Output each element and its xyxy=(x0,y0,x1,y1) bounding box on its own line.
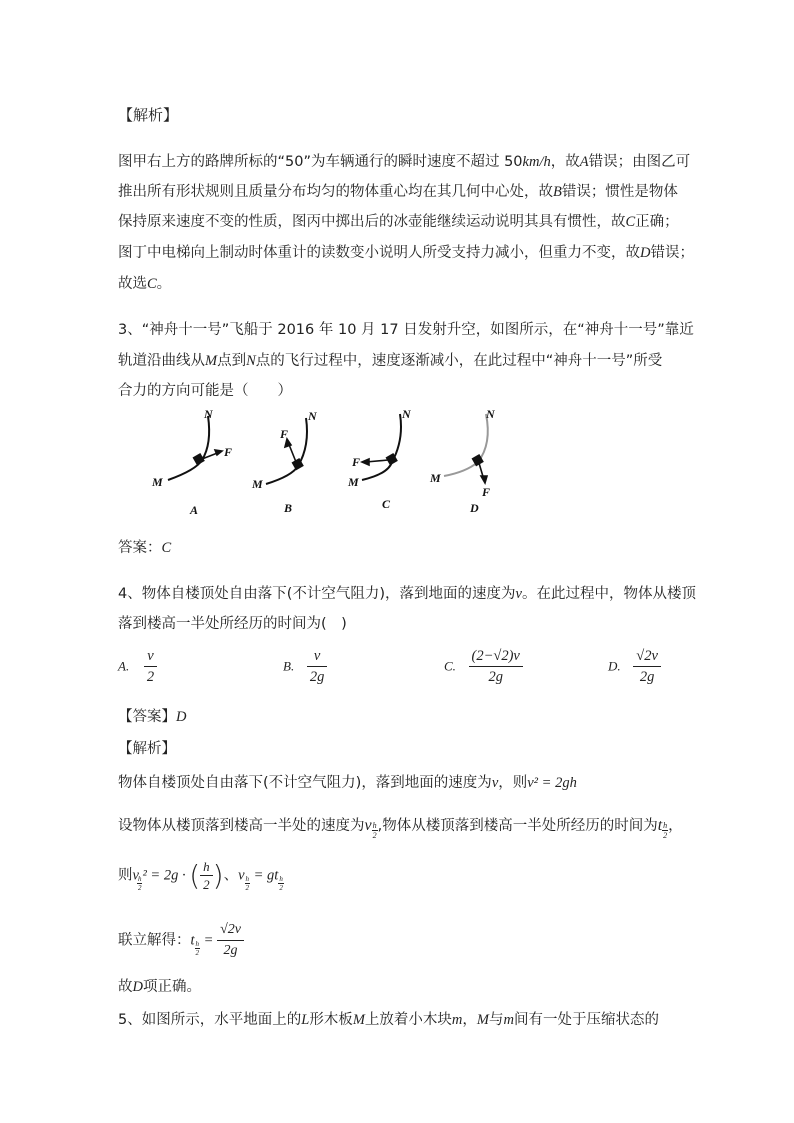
analysis-heading-1: 【解析】 xyxy=(118,106,179,124)
q4-step-3: 则v $\frac{h}{2}$ ² = 2g · ( $\frac{h}{2}$ )、v $\frac{h}{2}$ = gt $\frac{h}{2}$ xyxy=(118,859,283,892)
fig-a-m-label: M xyxy=(152,475,163,489)
fig-c-f-label: F xyxy=(352,455,361,469)
q4-option-d[interactable]: D. $\frac{√2v}{2g}$ xyxy=(608,646,661,687)
q4-step-2: 设物体从楼顶落到楼高一半处的速度为v $\frac{h}{2}$ ,物体从楼顶落到楼高一半处所经历的时间为t $\frac{h}{2}$ ， xyxy=(118,817,683,840)
q4-option-b[interactable]: B. $\frac{v}{2g}$ xyxy=(283,646,327,687)
q4-analysis-heading: 【解析】 xyxy=(118,741,176,757)
analysis-paragraph-line-5: 故选C。 xyxy=(118,276,172,292)
q4-line-2: 落到楼高一半处所经历的时间为( ) xyxy=(118,616,347,632)
q3-line-1: 3、“神舟十一号”飞船于 2016 年 10 月 17 日发射升空，如图所示，在“神舟十一号”靠近 xyxy=(118,322,694,338)
analysis-paragraph-line-4: 图丁中电梯向上制动时体重计的读数变小说明人所受支持力减小，但重力不变，故D错误； xyxy=(118,245,694,261)
fig-b-label: B xyxy=(284,501,293,515)
fig-d-m-label: M xyxy=(430,471,441,485)
fig-c-curve xyxy=(362,414,401,480)
fig-d-f-label: F xyxy=(482,485,491,499)
fig-a-curve xyxy=(168,416,209,480)
q3-force-diagrams xyxy=(140,404,500,524)
fig-b-m-label: M xyxy=(252,477,263,491)
fig-d-n-label: N xyxy=(486,407,495,421)
analysis-paragraph-line-2: 推出所有形状规则且质量分布均匀的物体重心均在其几何中心处，故B错误；惯性是物体 xyxy=(118,184,678,200)
fig-c-m-label: M xyxy=(348,475,359,489)
q4-step-5: 故D项正确。 xyxy=(118,979,201,995)
q4-option-a[interactable]: A. $\frac{v}{2}$ xyxy=(118,646,157,687)
analysis-paragraph-line-3: 保持原来速度不变的性质，图丙中掷出后的冰壶能继续运动说明其具有惯性，故C正确； xyxy=(118,214,679,230)
q4-answer: 【答案】D xyxy=(118,709,187,725)
fig-b-n-label: N xyxy=(308,409,317,423)
fig-b-f-label: F xyxy=(280,427,289,441)
q4-line-1: 4、物体自楼顶处自由落下(不计空气阻力)，落到地面的速度为v。在此过程中，物体从楼顶 xyxy=(118,586,696,602)
fig-a-n-label: N xyxy=(204,407,213,421)
fig-a-label: A xyxy=(190,503,199,517)
q5-line-1: 5、如图所示，水平地面上的L形木板M上放着小木块m，M与m间有一处于压缩状态的 xyxy=(118,1012,659,1028)
q3-line-2: 轨道沿曲线从M点到N点的飞行过程中，速度逐渐减小，在此过程中“神舟十一号”所受 xyxy=(118,353,663,369)
q3-answer: 答案：C xyxy=(118,540,172,556)
analysis-paragraph-line-1: 图甲右上方的路牌所标的“50”为车辆通行的瞬时速度不超过 50km/h，故A错误；由图乙可 xyxy=(118,154,691,170)
fig-c-n-label: N xyxy=(402,407,411,421)
fig-a-f-label: F xyxy=(224,445,233,459)
fig-c-label: C xyxy=(382,497,391,511)
q4-option-c[interactable]: C. $\frac{(2-√2)v}{2g}$ xyxy=(444,646,523,687)
fig-d-curve xyxy=(444,414,488,476)
fig-d-label: D xyxy=(470,501,479,515)
q4-step-1: 物体自楼顶处自由落下(不计空气阻力)，落到地面的速度为v，则v² = 2gh xyxy=(118,775,577,791)
q3-line-3: 合力的方向可能是（ ） xyxy=(118,383,292,399)
q4-step-4: 联立解得：t $\frac{h}{2}$ = $\frac{√2v}{2g}$ xyxy=(118,920,244,961)
